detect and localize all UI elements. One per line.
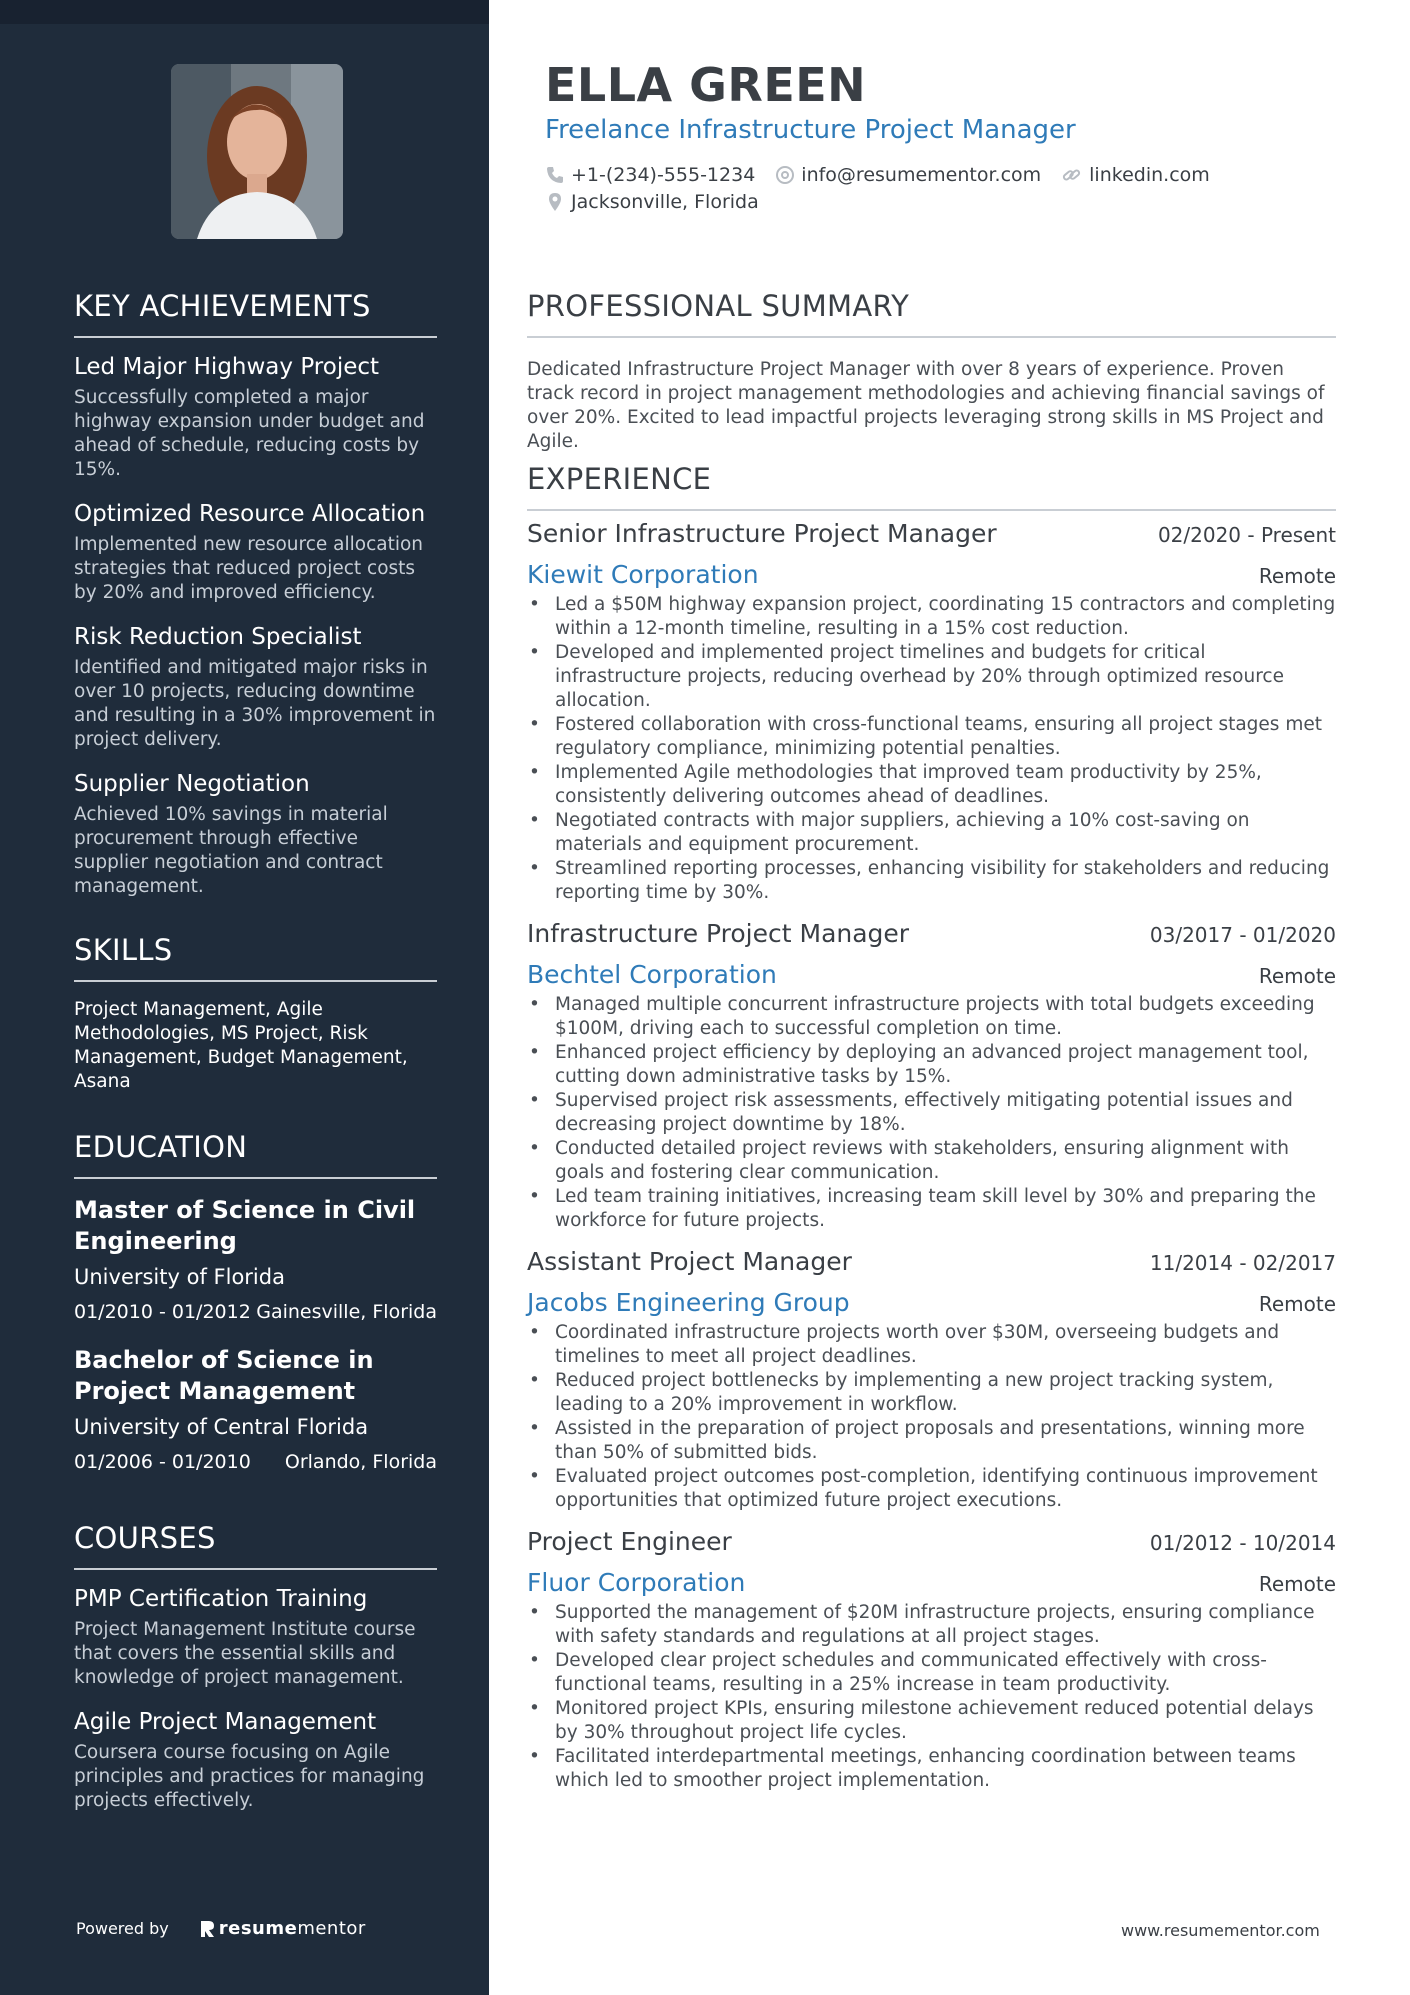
key-achievements-heading: KEY ACHIEVEMENTS — [74, 289, 437, 338]
education-meta — [74, 1301, 437, 1323]
job-bullet: • Negotiated contracts with major suppliers, achieving a 10% cost-saving on materials and equipment procurement. — [527, 809, 1336, 857]
skills-list: Project Management, Agile Methodologies, MS Project, Risk Management, Budget Management, Asana — [74, 999, 408, 1092]
job-bullet: • Fostered collaboration with cross-functional teams, ensuring all project stages met regulatory compliance, minimizing potential penalties. — [527, 713, 1336, 761]
job-bullet: • Conducted detailed project reviews with stakeholders, ensuring alignment with goals and fostering clear communication. — [527, 1137, 1336, 1185]
job-entry — [527, 519, 1336, 905]
achievement-item — [74, 354, 437, 482]
education-degree: Master of Science in Civil Engineering — [74, 1196, 416, 1255]
experience-heading: EXPERIENCE — [527, 462, 1336, 511]
course-desc: Project Management Institute course that covers the essential skills and knowledge of project management. — [74, 1619, 416, 1688]
brand-bold: resume — [218, 1918, 298, 1939]
job-bullets — [527, 993, 1336, 1233]
powered-by-label: Powered by — [76, 1919, 169, 1938]
email-text: info@resumementor.com — [801, 164, 1042, 186]
achievement-item — [74, 771, 437, 899]
job-bullet: • Evaluated project outcomes post-completion, identifying continuous improvement opportunities that optimized future project executions. — [527, 1465, 1336, 1513]
job-bullet: • Enhanced project efficiency by deploying an advanced project management tool, cutting down administrative tasks by 15%. — [527, 1041, 1336, 1089]
linkedin-text: linkedin.com — [1089, 164, 1210, 186]
phone-text: +1-(234)-555-1234 — [571, 164, 756, 186]
at-icon — [775, 165, 795, 185]
education-location: Orlando, Florida — [284, 1451, 437, 1473]
footer-url[interactable]: www.resumementor.com — [1121, 1921, 1320, 1940]
location-text: Jacksonville, Florida — [571, 191, 759, 213]
job-company: Jacobs Engineering Group — [527, 1288, 850, 1317]
job-bullet: • Led a $50M highway expansion project, coordinating 15 contractors and completing within a 12-month timeline, resulting in a 15% cost reduction. — [527, 593, 1336, 641]
job-bullet: • Implemented Agile methodologies that improved team productivity by 25%, consistently delivering outcomes ahead of deadlines. — [527, 761, 1336, 809]
job-bullets — [527, 593, 1336, 905]
job-company: Bechtel Corporation — [527, 960, 777, 989]
education-degree: Bachelor of Science in Project Management — [74, 1346, 374, 1405]
job-bullet: • Streamlined reporting processes, enhancing visibility for stakeholders and reducing reporting time by 30%. — [527, 857, 1336, 905]
sidebar — [0, 0, 489, 1995]
course-item — [74, 1586, 437, 1690]
phone-icon — [545, 165, 565, 185]
job-bullet: • Developed clear project schedules and communicated effectively with cross-functional teams, resulting in a 25% increase in team productivity. — [527, 1649, 1336, 1697]
skills-section — [74, 933, 437, 1094]
education-location: Gainesville, Florida — [256, 1301, 437, 1323]
job-dates: 02/2020 - Present — [1157, 523, 1336, 547]
job-bullet: • Coordinated infrastructure projects worth over $30M, overseeing budgets and timelines to meet all project deadlines. — [527, 1321, 1336, 1369]
map-pin-icon — [545, 192, 565, 212]
job-location: Remote — [1258, 564, 1336, 588]
job-bullets — [527, 1321, 1336, 1513]
candidate-role: Freelance Infrastructure Project Manager — [545, 115, 1076, 145]
job-bullet: • Reduced project bottlenecks by implementing a new project tracking system, leading to a 20% improvement in workflow. — [527, 1369, 1336, 1417]
summary-heading: PROFESSIONAL SUMMARY — [527, 289, 1336, 338]
key-achievements-section — [74, 289, 437, 918]
education-school: University of Florida — [74, 1265, 285, 1289]
course-item — [74, 1709, 437, 1813]
job-bullet: • Managed multiple concurrent infrastructure projects with total budgets exceeding $100M, driving each to successful completion on time. — [527, 993, 1336, 1041]
achievement-title: Optimized Resource Allocation — [74, 501, 426, 527]
contact-phone[interactable] — [545, 164, 755, 186]
education-heading: EDUCATION — [74, 1130, 437, 1179]
job-bullets — [527, 1601, 1336, 1793]
job-bullet: • Developed and implemented project timelines and budgets for critical infrastructure projects, reducing overhead by 20% through optimized resource allocation. — [527, 641, 1336, 713]
job-dates: 01/2012 - 10/2014 — [1149, 1531, 1336, 1555]
summary-section — [527, 289, 1336, 454]
job-company: Fluor Corporation — [527, 1568, 746, 1597]
achievement-title: Led Major Highway Project — [74, 354, 380, 380]
course-title: PMP Certification Training — [74, 1586, 368, 1612]
job-title: Infrastructure Project Manager — [527, 919, 910, 948]
contact-email[interactable] — [775, 164, 1041, 186]
link-icon — [1061, 165, 1083, 185]
summary-text: Dedicated Infrastructure Project Manager with over 8 years of experience. Proven track record in project management methodologies and achieving financial savings of over 20%. Excited to lead impactful projects leveraging strong skills in MS Project and Agile. — [527, 359, 1325, 452]
sidebar-top-bar — [0, 0, 489, 24]
education-item — [74, 1195, 437, 1323]
job-bullet: • Led team training initiatives, increasing team skill level by 30% and preparing the workforce for future projects. — [527, 1185, 1336, 1233]
job-title: Senior Infrastructure Project Manager — [527, 519, 997, 548]
education-dates: 01/2010 - 01/2012 — [74, 1301, 251, 1323]
education-item — [74, 1345, 437, 1473]
brand-rest: mentor — [297, 1918, 366, 1939]
achievement-desc: Successfully completed a major highway expansion under budget and ahead of schedule, reducing costs by 15%. — [74, 387, 425, 480]
skills-heading: SKILLS — [74, 933, 437, 982]
job-bullet: • Monitored project KPIs, ensuring milestone achievement reduced potential delays by 30% throughout project life cycles. — [527, 1697, 1336, 1745]
job-bullet: • Assisted in the preparation of project proposals and presentations, winning more than 50% of submitted bids. — [527, 1417, 1336, 1465]
job-title: Project Engineer — [527, 1527, 732, 1556]
achievement-item — [74, 501, 437, 605]
job-location: Remote — [1258, 1292, 1336, 1316]
achievement-desc: Implemented new resource allocation strategies that reduced project costs by 20% and improved efficiency. — [74, 534, 424, 603]
job-company: Kiewit Corporation — [527, 560, 759, 589]
job-dates: 11/2014 - 02/2017 — [1149, 1251, 1336, 1275]
education-school: University of Central Florida — [74, 1415, 369, 1439]
achievement-desc: Achieved 10% savings in material procurement through effective supplier negotiation and contract management. — [74, 804, 388, 897]
course-title: Agile Project Management — [74, 1709, 377, 1735]
profile-photo — [171, 64, 343, 239]
experience-section — [527, 462, 1336, 1807]
resumementor-logo[interactable] — [199, 1918, 366, 1939]
achievement-item — [74, 624, 437, 752]
education-meta — [74, 1451, 437, 1473]
job-bullet: • Supervised project risk assessments, effectively mitigating potential issues and decreasing project downtime by 18%. — [527, 1089, 1336, 1137]
courses-heading: COURSES — [74, 1521, 437, 1570]
course-desc: Coursera course focusing on Agile principles and practices for managing projects effectively. — [74, 1742, 425, 1811]
achievement-title: Risk Reduction Specialist — [74, 624, 362, 650]
job-bullet: • Supported the management of $20M infrastructure projects, ensuring compliance with safety standards and regulations at all project stages. — [527, 1601, 1336, 1649]
job-location: Remote — [1258, 1572, 1336, 1596]
education-section — [74, 1130, 437, 1495]
job-dates: 03/2017 - 01/2020 — [1149, 923, 1336, 947]
candidate-name: ELLA GREEN — [545, 58, 867, 112]
job-title: Assistant Project Manager — [527, 1247, 852, 1276]
education-dates: 01/2006 - 01/2010 — [74, 1451, 251, 1473]
contact-location — [545, 191, 759, 213]
job-entry — [527, 1247, 1336, 1513]
courses-section — [74, 1521, 437, 1832]
resumementor-logo-icon — [199, 1919, 215, 1939]
contact-linkedin[interactable] — [1061, 164, 1210, 186]
job-location: Remote — [1258, 964, 1336, 988]
location-row — [545, 191, 779, 213]
achievement-title: Supplier Negotiation — [74, 771, 310, 797]
powered-by — [76, 1918, 366, 1939]
job-entry — [527, 919, 1336, 1233]
contact-row — [545, 164, 1230, 186]
job-bullet: • Facilitated interdepartmental meetings, enhancing coordination between teams which led to smoother project implementation. — [527, 1745, 1336, 1793]
job-entry — [527, 1527, 1336, 1793]
achievement-desc: Identified and mitigated major risks in over 10 projects, reducing downtime and resulting in a 30% improvement in project delivery. — [74, 657, 436, 750]
